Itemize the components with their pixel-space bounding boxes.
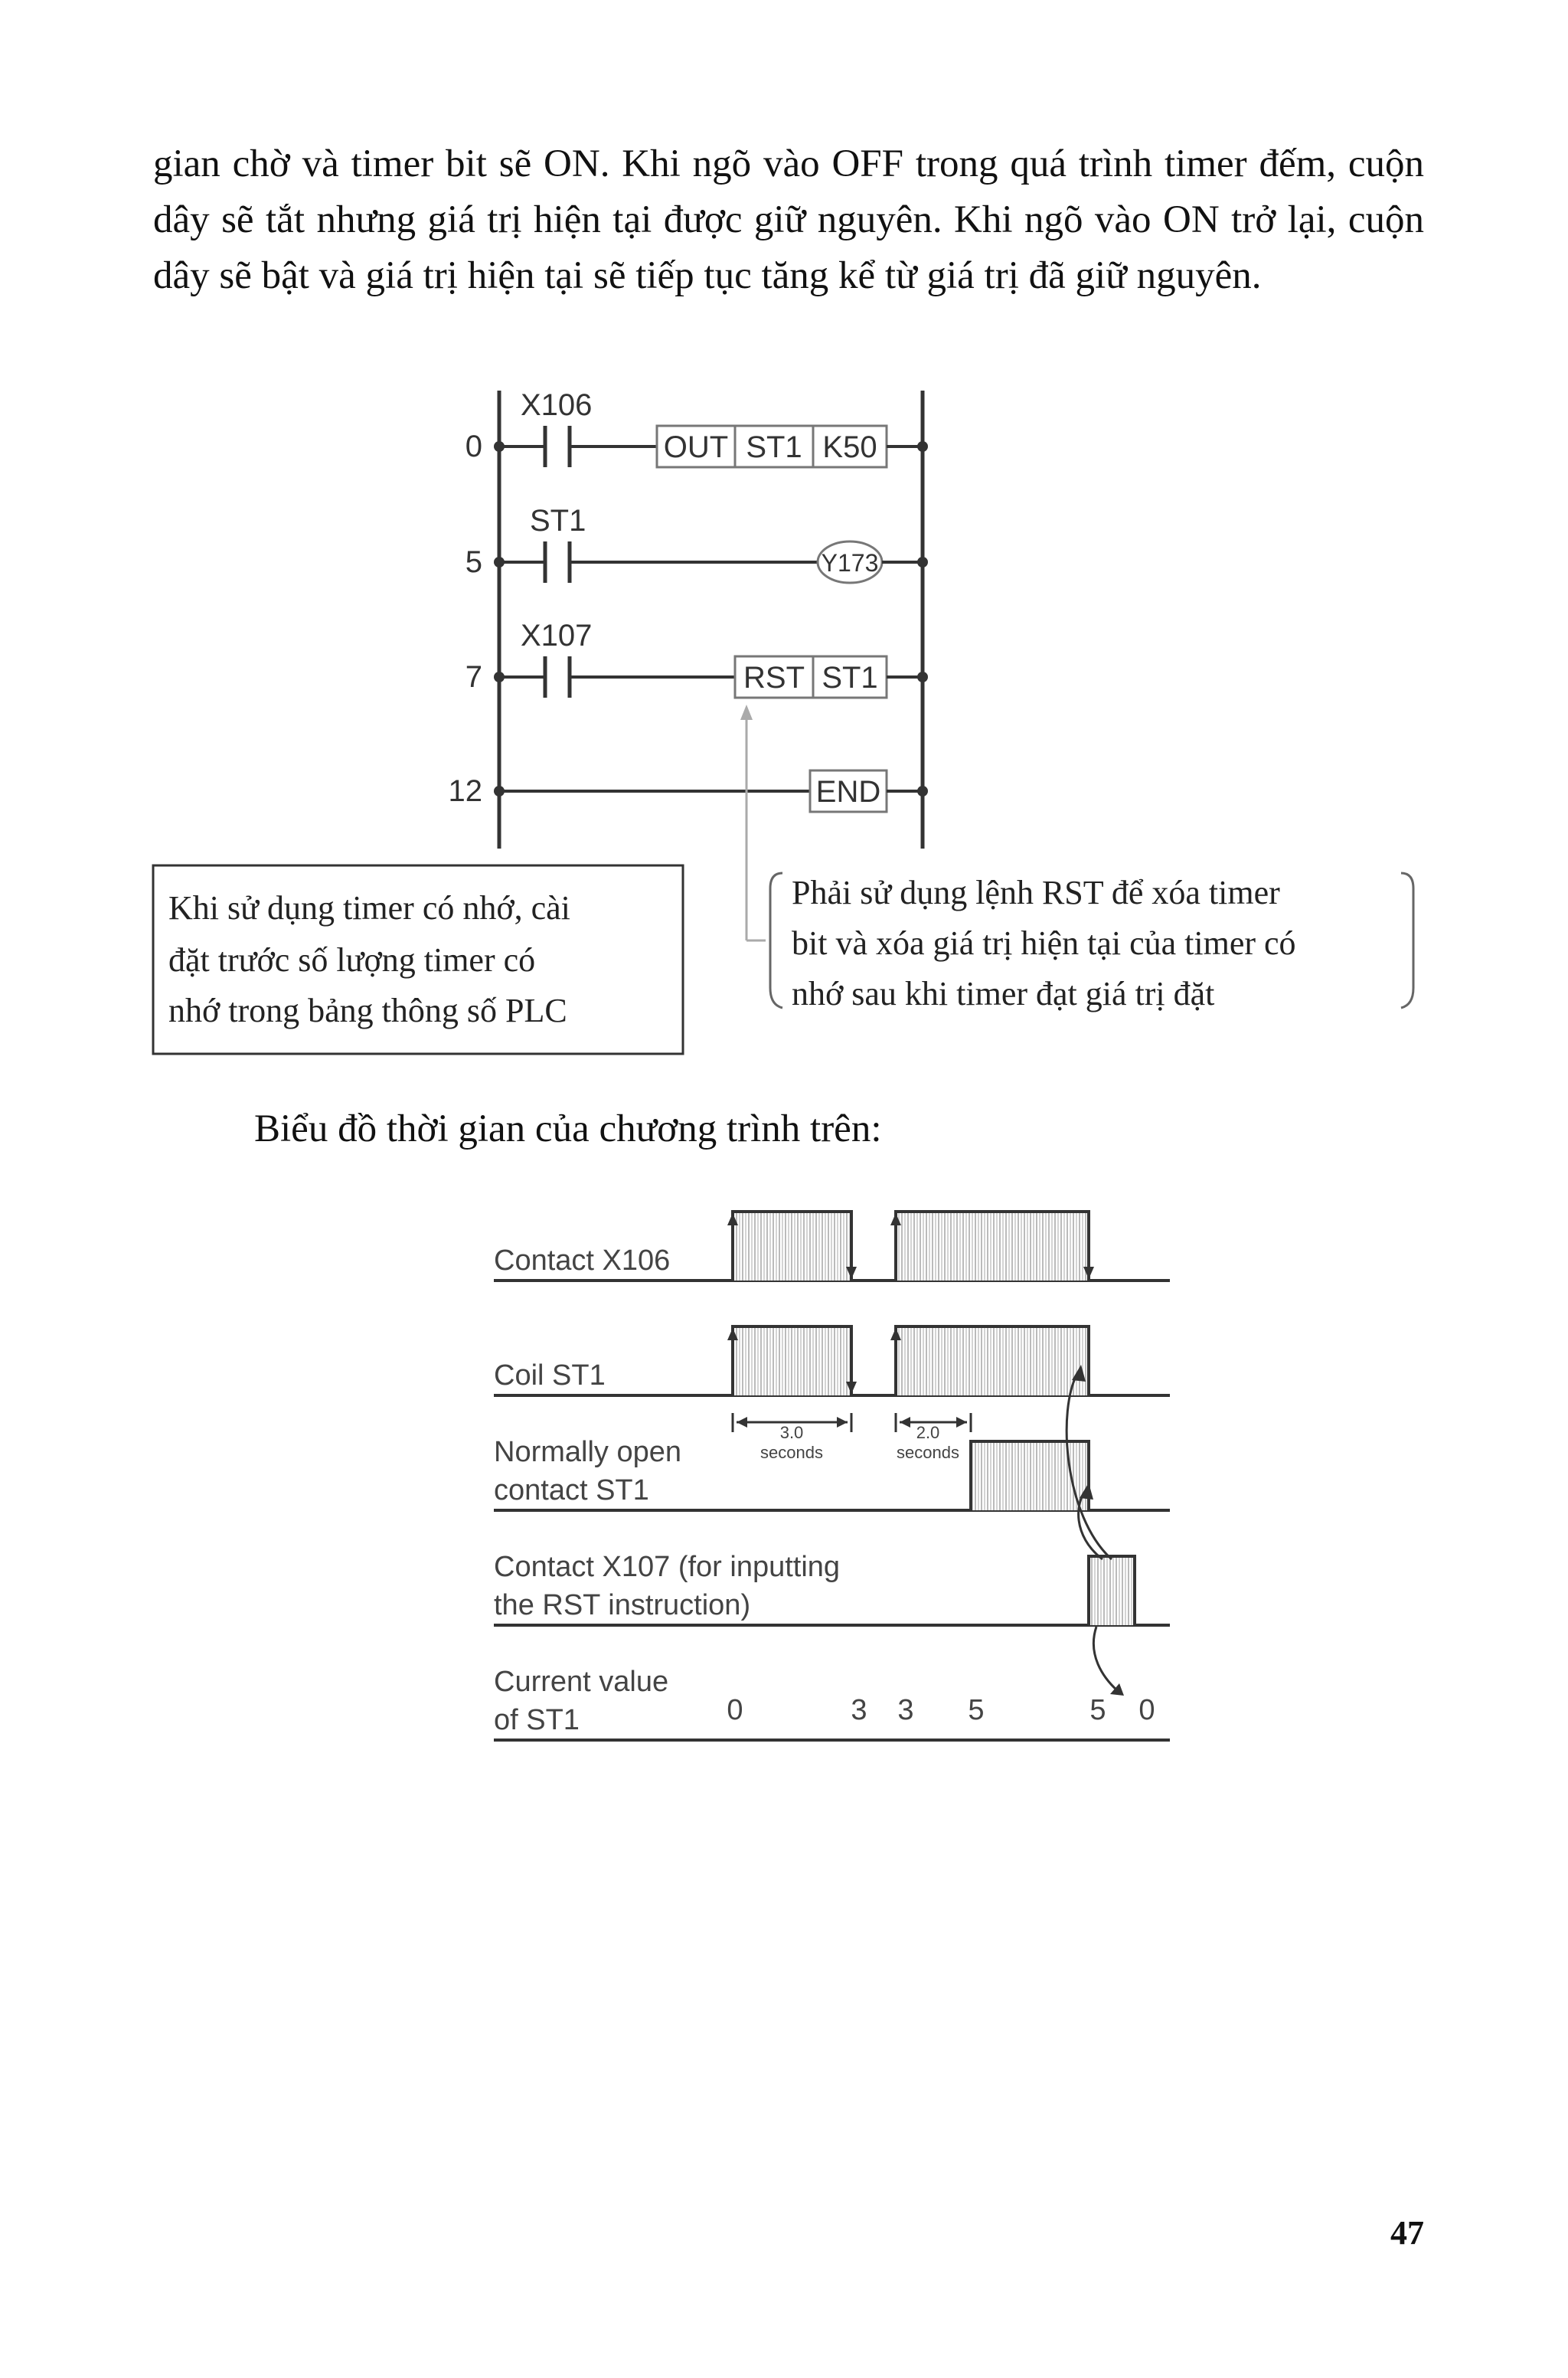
svg-text:seconds: seconds bbox=[897, 1443, 959, 1462]
svg-text:Phải sử dụng lệnh RST để xóa t: Phải sử dụng lệnh RST để xóa timer bbox=[792, 874, 1280, 911]
svg-text:Contact X107 (for inputting: Contact X107 (for inputting bbox=[494, 1551, 841, 1583]
row-current-value bbox=[494, 1666, 1170, 1740]
svg-text:0: 0 bbox=[1138, 1694, 1155, 1726]
note-right-bracket bbox=[770, 873, 1413, 1012]
svg-text:3: 3 bbox=[897, 1694, 914, 1726]
svg-text:đặt trước số lượng timer có: đặt trước số lượng timer có bbox=[168, 941, 536, 979]
row-contact-x107 bbox=[494, 1551, 1170, 1625]
rst-pointer-arrow bbox=[740, 705, 766, 940]
svg-text:5: 5 bbox=[968, 1694, 985, 1726]
svg-text:contact ST1: contact ST1 bbox=[494, 1474, 649, 1506]
svg-text:2.0: 2.0 bbox=[916, 1423, 940, 1442]
svg-text:seconds: seconds bbox=[760, 1443, 823, 1462]
svg-text:Coil ST1: Coil ST1 bbox=[494, 1359, 606, 1392]
rung-12 bbox=[494, 770, 928, 812]
step-0: 0 bbox=[465, 430, 482, 463]
note-left-box bbox=[153, 865, 683, 1054]
svg-text:3.0: 3.0 bbox=[779, 1423, 804, 1442]
svg-text:ST1: ST1 bbox=[746, 430, 802, 464]
svg-text:Normally open: Normally open bbox=[494, 1436, 681, 1468]
svg-text:nhớ sau khi timer đạt giá trị: nhớ sau khi timer đạt giá trị đặt bbox=[792, 975, 1215, 1012]
row-coil-st1 bbox=[494, 1326, 1170, 1395]
svg-text:5: 5 bbox=[1089, 1694, 1106, 1726]
step-7: 7 bbox=[465, 660, 482, 694]
rung-5 bbox=[494, 504, 928, 583]
svg-text:bit và xóa giá trị hiện tại củ: bit và xóa giá trị hiện tại của timer có bbox=[792, 924, 1296, 962]
svg-text:Y173: Y173 bbox=[821, 549, 879, 577]
contact-st1-label: ST1 bbox=[530, 504, 586, 538]
timing-caption: Biểu đồ thời gian của chương trình trên: bbox=[254, 1107, 882, 1150]
ladder-diagram bbox=[449, 388, 929, 940]
svg-text:0: 0 bbox=[727, 1694, 743, 1726]
contact-x106-label: X106 bbox=[521, 388, 593, 422]
svg-text:K50: K50 bbox=[822, 430, 877, 464]
svg-text:nhớ trong bảng thông số PLC: nhớ trong bảng thông số PLC bbox=[168, 992, 567, 1029]
svg-text:END: END bbox=[815, 775, 881, 809]
row-no-contact-st1 bbox=[494, 1436, 1170, 1510]
body-paragraph: gian chờ và timer bit sẽ ON. Khi ngõ vào OFF trong quá trình timer đếm, cuộn dây sẽ tắt nhưng giá trị hiện tại được giữ nguyên. Khi ngõ vào ON trở lại, cuộn dây sẽ bật và giá trị hiện tại sẽ tiếp tục tăng kể từ giá trị đã giữ nguyên. bbox=[153, 142, 1424, 297]
duration-marker-3s bbox=[733, 1413, 851, 1462]
svg-text:OUT: OUT bbox=[663, 430, 729, 464]
row-contact-x106 bbox=[494, 1212, 1170, 1281]
svg-text:the RST instruction): the RST instruction) bbox=[494, 1589, 751, 1621]
duration-marker-2s bbox=[896, 1413, 971, 1462]
svg-text:of ST1: of ST1 bbox=[494, 1704, 580, 1736]
svg-text:3: 3 bbox=[851, 1694, 867, 1726]
svg-text:RST: RST bbox=[743, 661, 805, 695]
svg-text:Khi sử dụng timer có nhớ, cài: Khi sử dụng timer có nhớ, cài bbox=[168, 889, 570, 927]
svg-text:ST1: ST1 bbox=[822, 661, 878, 695]
svg-text:Current value: Current value bbox=[494, 1666, 669, 1698]
contact-x107-label: X107 bbox=[521, 619, 593, 653]
svg-text:Contact X106: Contact X106 bbox=[494, 1245, 671, 1277]
rung-7 bbox=[494, 619, 928, 698]
rung-0 bbox=[494, 388, 928, 467]
step-5: 5 bbox=[465, 545, 482, 579]
causal-arrows bbox=[1067, 1365, 1124, 1696]
step-12: 12 bbox=[448, 774, 482, 808]
timing-diagram bbox=[494, 1212, 1170, 1740]
page-number: 47 bbox=[1390, 2214, 1424, 2252]
